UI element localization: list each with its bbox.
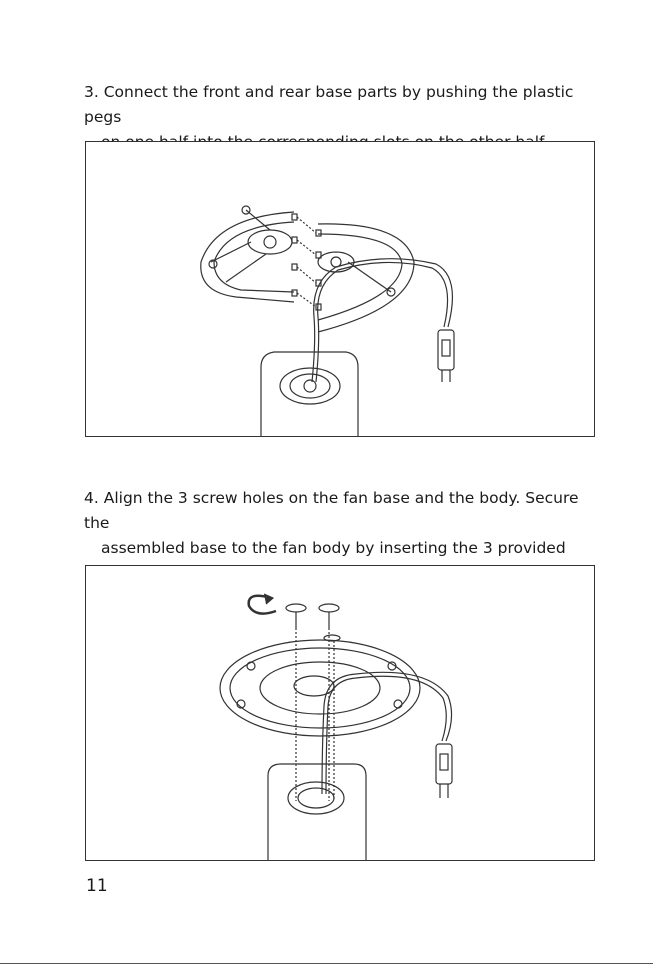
thumb-screw-1 (286, 604, 306, 628)
thumb-screw-illustration (86, 566, 594, 860)
figure-base-assembly (85, 141, 595, 437)
fan-body (268, 764, 366, 860)
power-plug (436, 744, 452, 784)
step-4-number: 4. (84, 489, 99, 507)
page-number: 11 (86, 876, 108, 896)
thumb-screw-2 (319, 604, 339, 628)
left-base-half (201, 212, 294, 302)
power-cord (322, 672, 452, 794)
step-4-line-2: assembled base to the fan body by inserting the 3 provided (101, 539, 566, 557)
power-plug (438, 330, 454, 370)
fan-body (261, 352, 358, 436)
base-halves-illustration (86, 142, 594, 436)
assembled-base (220, 640, 420, 736)
step-4-line-1: Align the 3 screw holes on the fan base and the body. Secure the (84, 489, 579, 532)
figure-screw-assembly (85, 565, 595, 861)
power-cord (312, 259, 452, 382)
page-bottom-rule (0, 963, 653, 964)
step-3-number: 3. (84, 83, 99, 101)
step-3-line-1: Connect the front and rear base parts by pushing the plastic pegs (84, 83, 574, 126)
